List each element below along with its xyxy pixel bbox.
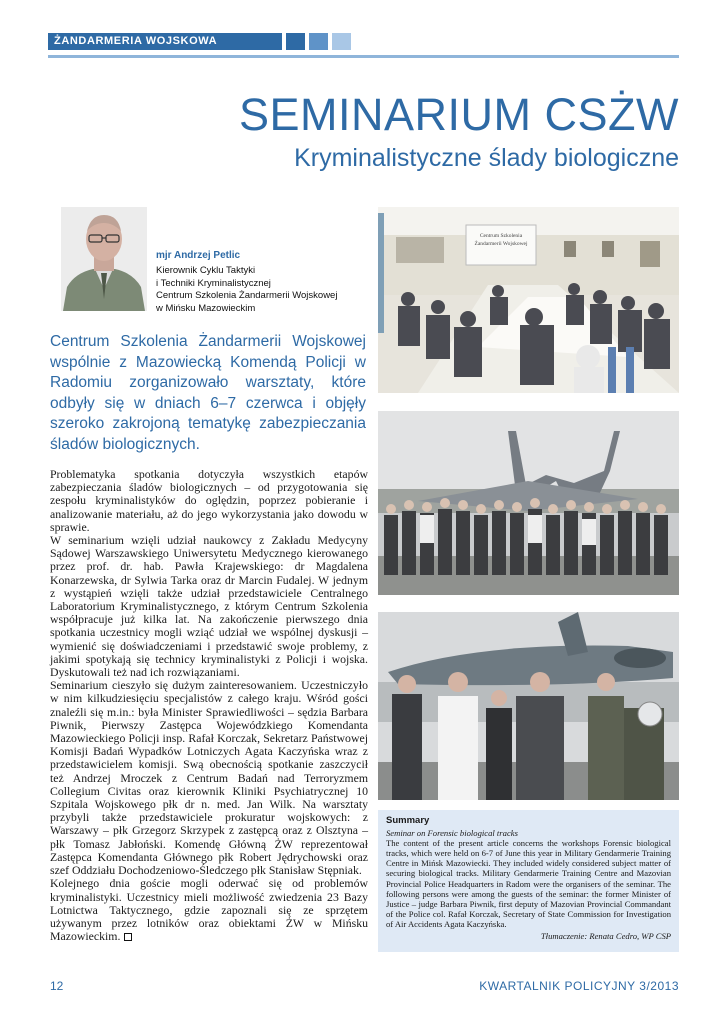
author-affiliation [156,265,337,315]
journal-name: KWARTALNIK POLICYJNY 3/2013 [479,979,679,993]
wall-sign-line-2: Żandarmerii Wojskowej [474,241,528,247]
article-body [50,468,368,943]
section-label: ŻANDARMERIA WOJSKOWA [48,33,282,50]
body-paragraph [50,877,368,943]
body-paragraph: W seminarium wzięli udział naukowcy z Zakładu Medycyny Sądowej Warszawskiego Uniwersytetu Medycznego kierowanego przez prof. dr. hab. Pawła Krajewskiego: dr Magdalena Konarzewska, dr Sylwia Tarka oraz dr Marcin Fudalej. W jednym z wystąpień wzięli także udział przedstawiciele Centralnego Laboratorium Kryminalistycznego, z którym Centrum Szkolenia współpracuje już kilka lat. Na zakończenie pierwszego dnia spotkania uczestnicy mogli wziąć udział we wspólnej dyskusji – wymienić się doświadczeniami i przedstawić swoje problemy, z jakimi spotykają się technicy kryminalistyki z Policji i wojska. Dyskutowali też nad ich rozwiązaniami. [50,533,368,680]
header-square-2 [309,33,328,50]
article-title: SEMINARIUM CSŻW [239,89,679,140]
summary-box [378,810,679,952]
photo-group-airbase [378,411,679,595]
photo-aircraft-visit [378,612,679,800]
wall-sign-line-1: Centrum Szkolenia [479,233,523,239]
body-paragraph: Problematyka spotkania dotyczyła wszystkich etapów zabezpieczania śladów biologicznych – od przygotowania się zespołu kryminalistyków do oględzin, poprzez pobieranie i analizowanie materiału, aż do jego wykorzystania jako dowodu w sprawie. [50,467,368,534]
author-line: i Techniki Kryminalistycznej [156,277,271,289]
body-paragraph: Seminarium cieszyło się dużym zainteresowaniem. Uczestniczyło w nim kilkudziesięciu specjalistów z całego kraju. Wśród gości znaleźli się m.in.: była Minister Sprawiedliwości – sędzia Barbara Piwnik, Pierwszy Zastępca Wojewódzkiego Komendanta Mazowieckiego Policji insp. Rafał Korczak, Sekretarz Państwowej Komisji Badań Wypadków Lotniczych Agata Kaczyńska wraz z przedstawicielem komisji. Swą obecnością spotkanie zaszczycił też Andrzej Mroczek z Centrum Badań nad Terroryzmem Collegium Civitas oraz kierownik Kliniki Psychiatrycznej 10 Szpitala Wojskowego płk dr n. med. Jan Wilk. Na warsztaty przybyli także przedstawiciele prokuratur wojskowych: z Warszawy – płk Grzegorz Skrzypek z zastępcą oraz z Olsztyna – płk Tomasz Jabłoński. Komendę Główną ŻW reprezentował Zastępca Komendanta Głównego płk Robert Jędrychowski oraz szef Oddziału Dochodzeniowo-Śledczego płk Stanisław Stępniak. [50,678,368,878]
header-square-3 [332,33,351,50]
author-name: mjr Andrzej Petlic [156,250,241,261]
summary-text: The content of the present article concerns the workshops Forensic biological tracks, which were held on 6-7 of June this year in Military Gendarmerie Training Centre in Mińsk Mazowiecki. They included widely considered subject matter of securing biological tracks. Military Gendarmerie Training Centre and Mazovian Provincial Police Headquarters in Radom were the organisers of the seminar. The following persons were among the guests of the seminar: the former Minister of Justice – judge Barbara Piwnik, first deputy of Mazovian Provincial Commandant of the Police col. Rafał Korczak, Secretary of State Commission for Investigation of Air Accidents Agata Kaczyńska. [386,838,671,929]
header-rule [48,55,679,58]
author-portrait [61,207,147,311]
summary-heading: Summary [386,815,430,826]
lead-paragraph: Centrum Szkolenia Żandarmerii Wojskowej wspólnie z Mazowiecką Komendą Policji w Radomiu zorganizowało warsztaty, które odbyły się w dniach 6–7 czerwca i objęły szeroko zakrojoną tematykę zabezpieczania śladów biologicznych. [50,333,366,453]
article-subtitle: Kryminalistyczne ślady biologiczne [294,144,679,172]
summary-translation-credit: Tłumaczenie: Renata Cedro, WP CSP [540,931,671,942]
end-of-article-icon [124,933,132,941]
header-square-1 [286,33,305,50]
body-paragraph-text: Kolejnego dnia goście mogli oderwać się od problemów kryminalistyki. Uczestnicy mieli możliwość zwiedzenia 23 Bazy Lotnictwa Taktycznego, gdzie zapoznali się ze sprzętem używanym przez lotników oraz obiektami ŻW w Mińsku Mazowieckim. [50,876,368,944]
author-line: Centrum Szkolenia Żandarmerii Wojskowej [156,290,338,301]
author-line: w Mińsku Mazowieckim [156,302,256,314]
page-number: 12 [50,979,64,993]
summary-subheading: Seminar on Forensic biological tracks [386,828,518,839]
author-line: Kierownik Cyklu Taktyki [156,265,256,276]
photo-seminar-room [378,207,679,393]
